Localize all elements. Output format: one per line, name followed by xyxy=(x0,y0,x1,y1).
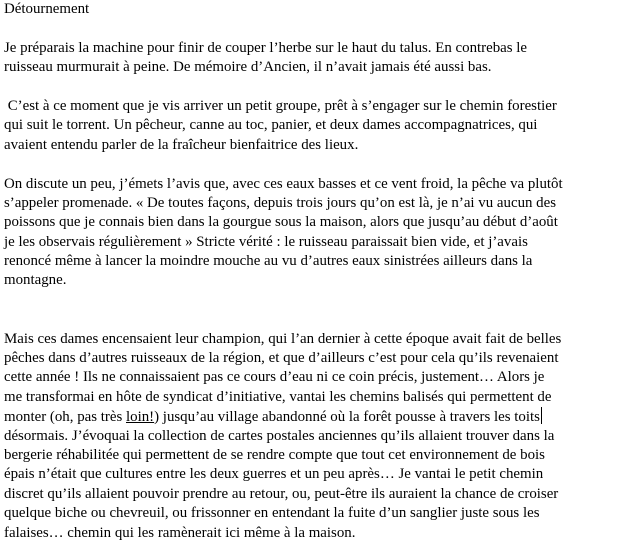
paragraph-line: ruisseau murmurait à peine. De mémoire d’Ancien, il n’avait jamais été aussi bas. xyxy=(4,59,492,76)
loin-link[interactable]: loin! xyxy=(126,409,155,426)
paragraph-line: je les observais régulièrement » Stricte vérité : le ruisseau paraissait bien vide, et j’avais xyxy=(4,233,528,250)
paragraph-line: falaises… chemin qui les ramènerait ici même à la maison. xyxy=(4,524,356,541)
paragraph-line: désormais. J’évoquai la collection de cartes postales anciennes qu’ils allaient trouver dans la xyxy=(4,427,555,444)
paragraph-line: discret qu’ils allaient pouvoir prendre au retour, ou, peut-être ils auraient la chance de croiser xyxy=(4,485,559,502)
document-body[interactable] xyxy=(4,0,622,543)
document-title: Détournement xyxy=(4,1,90,17)
paragraph-line: On discute un peu, j’émets l’avis que, avec ces eaux basses et ce vent froid, la pêche va plutôt xyxy=(4,175,563,192)
paragraph-line: Je préparais la machine pour finir de couper l’herbe sur le haut du talus. En contrebas le xyxy=(4,39,528,56)
paragraph-line: qui suit le torrent. Un pêcheur, canne au toc, panier, et deux dames accompagnatrices, qui xyxy=(4,117,538,134)
blank-line xyxy=(4,291,622,310)
blank-line xyxy=(4,78,622,97)
link-line-suffix: ) jusqu’au village abandonné où la forêt pousse à travers les toits xyxy=(154,409,540,426)
text-cursor xyxy=(541,407,542,424)
paragraph-line: épais n’était que cultures entre les deux guerres et un peu après… Je vantai le petit chemin xyxy=(4,466,544,483)
paragraph-line: avaient entendu parler de la fraîcheur bienfaitrice des lieux. xyxy=(4,136,359,153)
paragraph-line: montagne. xyxy=(4,272,67,289)
link-line-prefix: monter (oh, pas très xyxy=(4,409,126,426)
blank-line xyxy=(4,155,622,174)
paragraph-line: me transformai en hôte de syndicat d’initiative, vantai les chemins balisés qui permettent de xyxy=(4,388,552,405)
paragraph-line: renoncé même à lancer la moindre mouche au vu d’autres eaux sinistrées ailleurs dans la xyxy=(4,253,533,270)
paragraph-line: pêches dans d’autres ruisseaux de la région, et que d’ailleurs c’est pour cela qu’ils revenaient xyxy=(4,350,559,367)
paragraph-line: cette année ! Ils ne connaissaient pas ce cours d’eau ni ce coin précis, justement… Alors je xyxy=(4,369,545,386)
paragraph-line: Mais ces dames encensaient leur champion, qui l’an dernier à cette époque avait fait de belles xyxy=(4,330,562,347)
paragraph-line: bergerie réhabilitée qui permettent de se rendre compte que tout cet environnement de bois xyxy=(4,446,545,463)
paragraph-line: quelque biche ou chevreuil, ou frissonner en entendant la fuite d’un sanglier juste sous les xyxy=(4,505,540,522)
paragraph-line: poissons que je connais bien dans la gourgue sous la maison, alors que jusqu’au début d’août xyxy=(4,214,558,231)
blank-line xyxy=(4,19,622,38)
paragraph-line-with-link xyxy=(4,407,622,426)
paragraph-line: C’est à ce moment que je vis arriver un petit groupe, prêt à s’engager sur le chemin forestier xyxy=(4,97,557,114)
blank-line xyxy=(4,310,622,329)
paragraph-line: s’appeler promenade. « De toutes façons, depuis trois jours qu’on est là, je n’ai vu aucun des xyxy=(4,194,557,211)
